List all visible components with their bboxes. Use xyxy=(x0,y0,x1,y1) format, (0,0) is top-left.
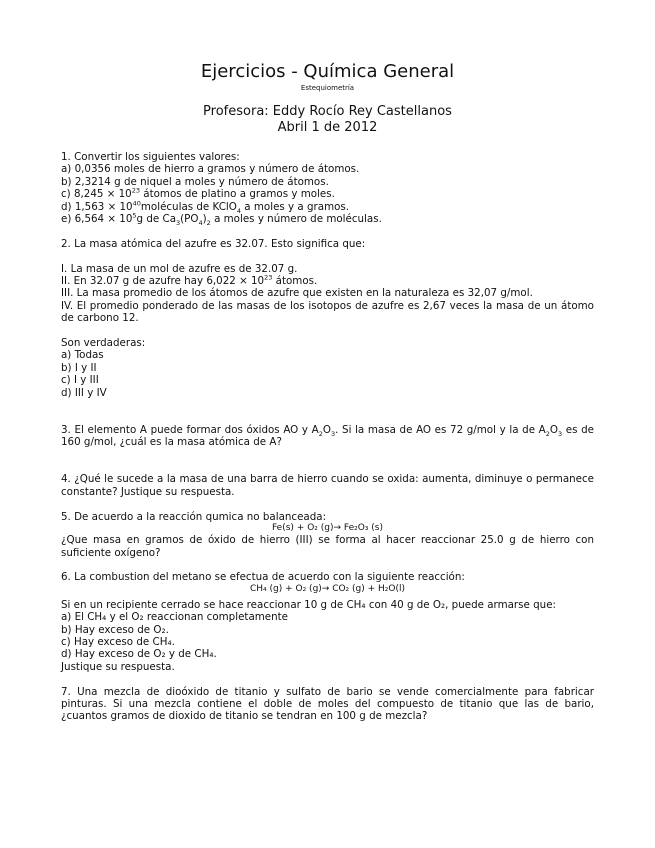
q6-option-c: c) Hay exceso de CH₄. xyxy=(61,635,175,648)
q2-option-d: d) III y IV xyxy=(61,386,107,399)
exercise-list xyxy=(61,151,594,723)
q5-intro: 5. De acuerdo a la reacción qumica no balanceada: xyxy=(61,510,327,523)
q7-text: 7. Una mezcla de dioóxido de titanio y sulfato de bario se vende comercialmente para fabricar pinturas. Si una mezcla contiene el doble de moles del compuesto de titanio que las de bario, ¿cuantos gramos de dioxido de titanio se tendran en 100 g de mezcla? xyxy=(61,685,594,723)
q5-text: ¿Que masa en gramos de óxido de hierro (III) se forma al hacer reaccionar 25.0 g de hierro con suficiente oxígeno? xyxy=(61,534,594,559)
q2-statement-iii: III. La masa promedio de los átomos de azufre que existen en la naturaleza es 32,07 g/mol. xyxy=(61,287,533,300)
q5-equation: Fe(s) + O₂ (g)→ Fe₂O₃ (s) xyxy=(272,523,383,534)
spacer xyxy=(61,325,594,337)
spacer xyxy=(61,250,594,262)
q2-intro: 2. La masa atómica del azufre es 32.07. Esto significa que: xyxy=(61,237,366,250)
q2-option-a: a) Todas xyxy=(61,349,104,362)
q4-text: 4. ¿Qué le sucede a la masa de una barra de hierro cuando se oxida: aumenta, diminuye o permanece constante? Justique su respuesta. xyxy=(61,473,594,498)
q6-option-a: a) El CH₄ y el O₂ reaccionan completamente xyxy=(61,611,289,624)
spacer xyxy=(61,673,594,685)
teacher-name: Profesora: Eddy Rocío Rey Castellanos xyxy=(203,104,452,119)
q1-item-d: d) $1,563 \times 10^{40}moléculas$ de KClO$_4$ a moles y a gramos. xyxy=(61,199,350,215)
q2-option-c: c) I y III xyxy=(61,374,99,387)
q1-intro: 1. Convertir los siguientes valores: xyxy=(61,151,240,163)
spacer xyxy=(61,449,594,474)
q6-option-b: b) Hay exceso de O₂. xyxy=(61,623,169,636)
q2-statement-iv: IV. El promedio ponderado de las masas de los isotopos de azufre es 2,67 veces la masa de un átomo de carbono 12. xyxy=(61,299,594,325)
q1-item-b: b) 2,3214 g de niquel a moles y número de átomos. xyxy=(61,175,329,188)
spacer xyxy=(61,225,594,237)
document-title: Ejercicios - Química General xyxy=(200,61,455,82)
q1-item-e: e) $6,564 \times 10^5g$ de $Ca_3(PO_4)_2$ a moles y número de moléculas. xyxy=(61,211,382,228)
document-date: Abril 1 de 2012 xyxy=(277,120,378,135)
q2-option-b: b) I y II xyxy=(61,361,97,374)
spacer xyxy=(61,399,594,424)
q6-intro: 6. La combustion del metano se efectua de acuerdo con la siguiente reacción: xyxy=(61,571,465,584)
q6-option-d: d) Hay exceso de O₂ y de CH₄. xyxy=(61,648,217,661)
q2-options-label: Son verdaderas: xyxy=(61,337,146,350)
q1-item-c: c) $8,245 \times 10^{23}$ átomos de platino a gramos y moles. xyxy=(61,186,335,201)
q6-equation: CH₄ (g) + O₂ (g)→ CO₂ (g) + H₂O(l) xyxy=(249,583,406,594)
spacer xyxy=(61,559,594,571)
q2-statement-ii: II. En 32.07 g de azufre hay $6,022 \times 10^{23}$ átomos. xyxy=(61,273,318,288)
q1-item-a: a) 0,0356 moles de hierro a gramos y número de átomos. xyxy=(61,163,360,176)
q3-text: 3. El elemento A puede formar dos óxidos AO y $A_2O_3$. Si la masa de AO es 72 g/mol y la de $A_2O_3$ es de 160 g/mol, ¿cuál es la masa atómica de A? xyxy=(61,423,594,449)
q2-statement-i: I. La masa de un mol de azufre es de 32.07 g. xyxy=(61,262,298,275)
q6-text: Si en un recipiente cerrado se hace reaccionar 10 g de CH₄ con 40 g de O₂, puede armarse que: xyxy=(61,598,556,611)
q6-justify: Justique su respuesta. xyxy=(61,660,175,673)
document-subtitle: Estequiometría xyxy=(300,84,355,92)
spacer xyxy=(61,498,594,510)
